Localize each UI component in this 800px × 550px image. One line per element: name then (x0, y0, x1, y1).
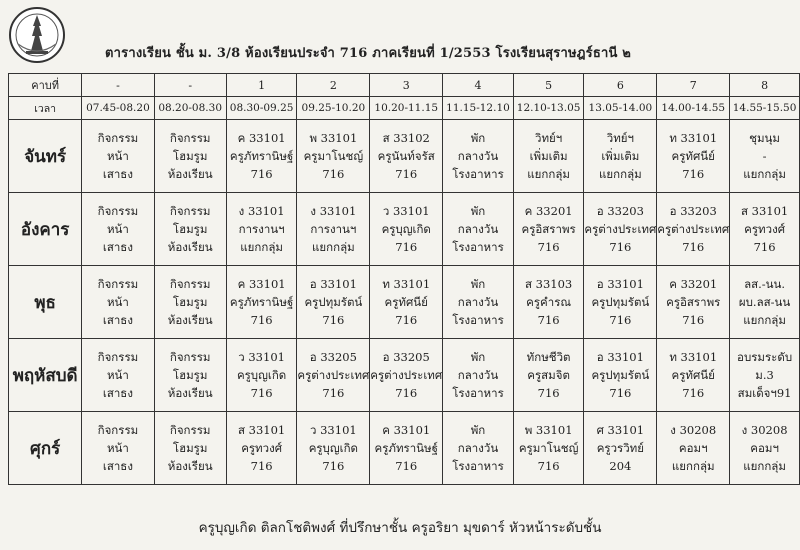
cell-line: 716 (322, 386, 345, 400)
school-seal-logo (8, 6, 66, 64)
cell-line: หน้า (106, 368, 129, 382)
day-row (9, 412, 800, 485)
cell-line: สมเด็จฯ91 (737, 386, 792, 400)
cell-line: แยกกลุ่ม (599, 167, 642, 181)
cell-line: ครูคำรณ (526, 295, 572, 309)
period-number-cell: 2 (297, 74, 370, 97)
cell-line: ครูปทุมรัตน์ (304, 295, 363, 309)
cell-line: ครูทวงศ์ (241, 441, 283, 455)
cell-line: ม.3 (755, 368, 774, 382)
schedule-cell (297, 412, 370, 485)
cell-line: ครูทวงศ์ (744, 222, 785, 236)
cell-line: ครูนันท์จรัส (377, 149, 435, 163)
cell-line: อ 33205 (309, 350, 357, 364)
cell-line: วิทย์ฯ (606, 131, 634, 145)
cell-line: กิจกรรม (169, 131, 211, 145)
cell-line: ส 33101 (740, 204, 789, 218)
cell-line: หน้า (106, 441, 129, 455)
cell-line: เสาธง (102, 240, 133, 254)
day-name-cell: จันทร์ (9, 120, 82, 193)
cell-line: ง 30208 (670, 423, 717, 437)
cell-line: พัก (470, 277, 486, 291)
cell-line: ว 33101 (382, 204, 430, 218)
cell-line: โฮมรูม (172, 368, 208, 382)
cell-line: โฮมรูม (172, 295, 208, 309)
cell-line: ห้องเรียน (167, 240, 213, 254)
cell-line: ครูต่างประเทศ (297, 368, 370, 382)
footer-signatures: ครูบุญเกิด ติลกโชติพงศ์ ที่ปรึกษาชั้น ครูอริยา มุขดาร์ หัวหน้าระดับชั้น (198, 520, 602, 536)
schedule-cell (154, 412, 226, 485)
cell-line: ครูอิสราพร (666, 295, 721, 309)
cell-line: - (762, 149, 767, 163)
cell-line: พัก (470, 204, 486, 218)
cell-line: กลางวัน (457, 149, 499, 163)
schedule-cell (370, 266, 443, 339)
cell-line: ครูภัทรานิษฐ์ (229, 295, 294, 309)
schedule-cell (513, 339, 584, 412)
cell-line: คอมฯ (678, 441, 708, 455)
day-name-cell: พุธ (9, 266, 82, 339)
cell-line: พัก (470, 423, 486, 437)
cell-line: ค 33201 (669, 277, 718, 291)
timetable (8, 73, 800, 485)
cell-line: ห้องเรียน (167, 386, 213, 400)
cell-line: เสาธง (102, 459, 133, 473)
cell-line: อ 33203 (596, 204, 644, 218)
period-number-cell: 7 (657, 74, 730, 97)
schedule-cell (584, 266, 657, 339)
cell-line: ครูทัศนีย์ (384, 295, 428, 309)
schedule-cell (82, 120, 154, 193)
cell-line: ส 33101 (237, 423, 286, 437)
schedule-cell (443, 412, 514, 485)
period-number-cell: 5 (513, 74, 584, 97)
cell-line: ครูต่างประเทศ (657, 222, 730, 236)
cell-line: ค 33101 (382, 423, 431, 437)
cell-line: 716 (250, 313, 273, 327)
cell-line: แยกกลุ่ม (240, 240, 283, 254)
cell-line: ครูต่างประเทศ (584, 222, 657, 236)
cell-line: 716 (322, 167, 345, 181)
cell-line: เสาธง (102, 167, 133, 181)
schedule-cell (226, 193, 297, 266)
schedule-cell (584, 120, 657, 193)
schedule-cell (443, 339, 514, 412)
cell-line: กิจกรรม (97, 204, 139, 218)
cell-line: พัก (470, 350, 486, 364)
cell-line: กิจกรรม (97, 277, 139, 291)
cell-line: 716 (537, 459, 560, 473)
cell-line: ผบ.ลส-นน (738, 295, 791, 309)
cell-line: ครูมาโนชญ์ (303, 149, 364, 163)
cell-line: แยกกลุ่ม (671, 459, 715, 473)
schedule-cell (584, 193, 657, 266)
cell-line: กลางวัน (457, 441, 499, 455)
day-row (9, 120, 800, 193)
period-number-cell: - (154, 74, 226, 97)
schedule-cell (370, 193, 443, 266)
cell-line: ครูภัทรานิษฐ์ (229, 149, 294, 163)
cell-line: การงานฯ (238, 222, 285, 236)
schedule-cell (513, 412, 584, 485)
schedule-cell (82, 339, 154, 412)
cell-line: ครูบุญเกิด (236, 368, 287, 382)
cell-line: อ 33203 (669, 204, 717, 218)
schedule-cell (297, 266, 370, 339)
cell-line: การงานฯ (310, 222, 357, 236)
cell-line: 716 (250, 459, 273, 473)
time-slot-cell: 12.10-13.05 (513, 97, 584, 120)
schedule-cell (657, 266, 730, 339)
cell-line: กิจกรรม (97, 131, 139, 145)
cell-line: 716 (609, 313, 632, 327)
cell-line: ครูบุญเกิด (381, 222, 431, 236)
time-slot-cell: 13.05-14.00 (584, 97, 657, 120)
cell-line: ทักษชีวิต (526, 350, 571, 364)
cell-line: ค 33101 (237, 277, 286, 291)
cell-line: ห้องเรียน (167, 313, 213, 327)
cell-line: โรงอาหาร (452, 459, 504, 473)
cell-line: 716 (537, 240, 560, 254)
cell-line: เสาธง (102, 386, 133, 400)
cell-line: อ 33205 (382, 350, 430, 364)
cell-line: แยกกลุ่ม (527, 167, 570, 181)
cell-line: วิทย์ฯ (534, 131, 563, 145)
cell-line: 716 (322, 459, 345, 473)
time-slot-cell: 14.00-14.55 (657, 97, 730, 120)
cell-line: โรงอาหาร (452, 386, 504, 400)
cell-line: 716 (537, 386, 560, 400)
schedule-cell (226, 266, 297, 339)
cell-line: ง 30208 (741, 423, 788, 437)
cell-line: ง 33101 (310, 204, 357, 218)
cell-line: โฮมรูม (172, 149, 208, 163)
cell-line: 716 (395, 313, 418, 327)
cell-line: ศ 33101 (596, 423, 645, 437)
schedule-cell (370, 412, 443, 485)
cell-line: 716 (682, 240, 705, 254)
cell-line: ครูภัทรานิษฐ์ (374, 441, 438, 455)
schedule-cell (370, 120, 443, 193)
cell-line: เพิ่มเติม (529, 149, 568, 163)
cell-line: โฮมรูม (172, 441, 208, 455)
cell-line: ครูต่างประเทศ (370, 368, 443, 382)
cell-line: ว 33101 (310, 423, 357, 437)
cell-line: 716 (322, 313, 345, 327)
schedule-cell (513, 193, 584, 266)
cell-line: ห้องเรียน (167, 167, 213, 181)
cell-line: ครูสมจิต (527, 368, 570, 382)
cell-line: ครูปทุมรัตน์ (591, 368, 650, 382)
cell-line: 716 (250, 386, 273, 400)
cell-line: ลส.-นน. (744, 277, 786, 291)
schedule-cell (297, 193, 370, 266)
schedule-cell (443, 193, 514, 266)
cell-line: 204 (609, 459, 632, 473)
cell-line: ชุมนุม (749, 131, 780, 145)
schedule-cell (657, 412, 730, 485)
cell-line: ส 33103 (524, 277, 573, 291)
period-number-cell: 1 (226, 74, 297, 97)
cell-line: อ 33101 (596, 350, 644, 364)
cell-line: 716 (395, 240, 418, 254)
schedule-cell (226, 412, 297, 485)
cell-line: ครูบุญเกิด (308, 441, 359, 455)
period-header-row (9, 74, 800, 97)
time-slot-cell: 14.55-15.50 (730, 97, 800, 120)
cell-line: ส 33102 (382, 131, 430, 145)
cell-line: 716 (609, 240, 632, 254)
cell-line: เสาธง (102, 313, 133, 327)
schedule-cell (297, 120, 370, 193)
time-slot-cell: 11.15-12.10 (443, 97, 514, 120)
cell-line: โรงอาหาร (452, 240, 504, 254)
cell-line: 716 (395, 167, 418, 181)
cell-line: 716 (609, 386, 632, 400)
schedule-cell (657, 193, 730, 266)
cell-line: กลางวัน (457, 368, 499, 382)
cell-line: ว 33101 (238, 350, 285, 364)
cell-line: โรงอาหาร (452, 313, 504, 327)
schedule-cell (226, 339, 297, 412)
period-number-cell: 3 (370, 74, 443, 97)
schedule-cell (154, 193, 226, 266)
schedule-cell (657, 339, 730, 412)
day-name-cell: พฤหัสบดี (9, 339, 82, 412)
schedule-cell (513, 266, 584, 339)
cell-line: เพิ่มเติม (601, 149, 640, 163)
cell-line: กลางวัน (457, 295, 499, 309)
page-title: ตารางเรียน ชั้น ม. 3/8 ห้องเรียนประจำ 716 ภาคเรียนที่ 1/2553 โรงเรียนสุราษฎร์ธานี ๒ (105, 46, 632, 61)
schedule-cell (730, 193, 800, 266)
schedule-cell (730, 120, 800, 193)
cell-line: ครูปทุมรัตน์ (591, 295, 650, 309)
time-slot-cell: 09.25-10.20 (297, 97, 370, 120)
cell-line: หน้า (106, 222, 129, 236)
cell-line: กิจกรรม (169, 277, 211, 291)
schedule-cell (297, 339, 370, 412)
cell-line: กลางวัน (457, 222, 499, 236)
schedule-cell (154, 339, 226, 412)
cell-line: อ 33101 (309, 277, 357, 291)
time-slot-cell: 08.30-09.25 (226, 97, 297, 120)
schedule-cell (82, 412, 154, 485)
cell-line: ค 33101 (237, 131, 286, 145)
time-slot-cell: 07.45-08.20 (82, 97, 154, 120)
schedule-cell (657, 120, 730, 193)
cell-line: โฮมรูม (172, 222, 208, 236)
schedule-cell (370, 339, 443, 412)
cell-line: ท 33101 (669, 350, 718, 364)
cell-line: แยกกลุ่ม (743, 313, 786, 327)
schedule-cell (443, 120, 514, 193)
cell-line: 716 (682, 167, 705, 181)
cell-line: หน้า (106, 149, 129, 163)
cell-line: พัก (470, 131, 486, 145)
cell-line: กิจกรรม (169, 204, 211, 218)
schedule-cell (82, 266, 154, 339)
day-name-cell: ศุกร์ (9, 412, 82, 485)
cell-line: โรงอาหาร (452, 167, 504, 181)
cell-line: พ 33101 (524, 423, 573, 437)
time-slot-cell: 10.20-11.15 (370, 97, 443, 120)
schedule-cell (584, 339, 657, 412)
time-label-cell: เวลา (9, 97, 82, 120)
cell-line: หน้า (106, 295, 129, 309)
time-slot-cell: 08.20-08.30 (154, 97, 226, 120)
day-row (9, 339, 800, 412)
period-label-cell: คาบที่ (9, 74, 82, 97)
period-number-cell: 6 (584, 74, 657, 97)
schedule-cell (730, 266, 800, 339)
cell-line: ง 33101 (238, 204, 285, 218)
cell-line: กิจกรรม (97, 350, 139, 364)
cell-line: 716 (682, 386, 705, 400)
period-number-cell: - (82, 74, 154, 97)
schedule-cell (730, 339, 800, 412)
day-name-cell: อังคาร (9, 193, 82, 266)
cell-line: อ 33101 (596, 277, 644, 291)
day-row (9, 193, 800, 266)
schedule-cell (443, 266, 514, 339)
cell-line: ครูมาโนชญ์ (518, 441, 579, 455)
cell-line: 716 (250, 167, 273, 181)
cell-line: 716 (537, 313, 560, 327)
cell-line: 716 (395, 459, 418, 473)
cell-line: 716 (753, 240, 776, 254)
cell-line: แยกกลุ่ม (743, 459, 786, 473)
cell-line: ท 33101 (669, 131, 718, 145)
cell-line: ครูวรวิทย์ (596, 441, 644, 455)
cell-line: 716 (395, 386, 418, 400)
schedule-cell (226, 120, 297, 193)
schedule-cell (82, 193, 154, 266)
time-header-row (9, 97, 800, 120)
schedule-cell (584, 412, 657, 485)
cell-line: แยกกลุ่ม (312, 240, 355, 254)
cell-line: 716 (682, 313, 705, 327)
schedule-cell (154, 266, 226, 339)
cell-line: แยกกลุ่ม (743, 167, 786, 181)
cell-line: กิจกรรม (169, 350, 211, 364)
cell-line: พ 33101 (309, 131, 358, 145)
cell-line: ท 33101 (382, 277, 431, 291)
schedule-cell (154, 120, 226, 193)
day-row (9, 266, 800, 339)
cell-line: ห้องเรียน (167, 459, 213, 473)
cell-line: คอมฯ (750, 441, 779, 455)
schedule-cell (730, 412, 800, 485)
cell-line: ครูทัศนีย์ (671, 149, 715, 163)
cell-line: ค 33201 (524, 204, 573, 218)
cell-line: กิจกรรม (97, 423, 139, 437)
cell-line: ครูทัศนีย์ (671, 368, 715, 382)
schedule-cell (513, 120, 584, 193)
period-number-cell: 4 (443, 74, 514, 97)
period-number-cell: 8 (730, 74, 800, 97)
cell-line: อบรมระดับ (737, 350, 793, 364)
cell-line: ครูอิสราพร (521, 222, 576, 236)
cell-line: กิจกรรม (169, 423, 211, 437)
